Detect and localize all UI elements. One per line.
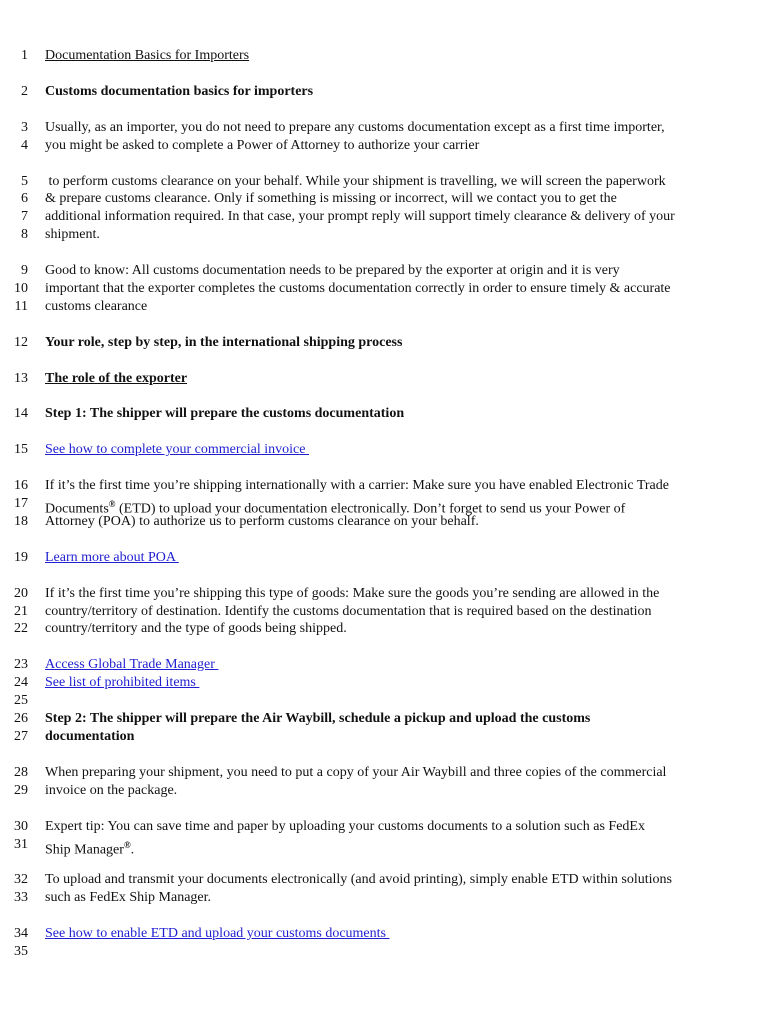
enable-etd-link[interactable]: See how to enable ETD and upload your customs documents [45, 926, 390, 941]
paragraph-line: additional information required. In that case, your prompt reply will support timely clearance & delivery of your [45, 209, 675, 224]
paragraph-line: When preparing your shipment, you need to put a copy of your Air Waybill and three copies of the commercial [45, 765, 667, 780]
registered-mark: ® [108, 499, 116, 509]
paragraph-line: country/territory of destination. Identify the customs documentation that is required based on the destination [45, 604, 652, 619]
paragraph-line: If it’s the first time you’re shipping internationally with a carrier: Make sure you have enabled Electronic Trade [45, 478, 669, 493]
paragraph-line: Attorney (POA) to authorize us to perform customs clearance on your behalf. [45, 514, 479, 529]
text-fragment: Documents [45, 501, 109, 517]
line-number: 17 [14, 496, 28, 511]
document-title: Documentation Basics for Importers [45, 48, 250, 63]
line-number: 20 [14, 586, 28, 601]
commercial-invoice-link[interactable]: See how to complete your commercial invoice [45, 442, 309, 457]
step-heading: Step 1: The shipper will prepare the customs documentation [45, 406, 405, 421]
line-number: 32 [14, 872, 28, 887]
paragraph-line: Good to know: All customs documentation needs to be prepared by the exporter at origin and it is very [45, 263, 620, 278]
paragraph-line [45, 836, 134, 860]
line-number: 23 [14, 657, 28, 672]
line-number: 27 [14, 729, 28, 744]
line-number: 24 [14, 675, 28, 690]
paragraph-line: to perform customs clearance on your behalf. While your shipment is travelling, we will screen the paperwork [45, 174, 666, 189]
line-number: 12 [14, 335, 28, 350]
line-number: 9 [21, 263, 28, 278]
line-number: 22 [14, 621, 28, 636]
paragraph-line: you might be asked to complete a Power of Attorney to authorize your carrier [45, 138, 480, 153]
line-number: 7 [21, 209, 28, 224]
line-number: 13 [14, 371, 28, 386]
paragraph-line: country/territory and the type of goods being shipped. [45, 621, 347, 636]
paragraph-line: such as FedEx Ship Manager. [45, 890, 212, 905]
line-number: 15 [14, 442, 28, 457]
line-number: 25 [14, 693, 28, 708]
global-trade-manager-link[interactable]: Access Global Trade Manager [45, 657, 219, 672]
line-number: 26 [14, 711, 28, 726]
line-number: 5 [21, 174, 28, 189]
line-number: 31 [14, 837, 28, 852]
line-number: 16 [14, 478, 28, 493]
step-heading: Step 2: The shipper will prepare the Air Waybill, schedule a pickup and upload the customs [45, 711, 591, 726]
line-number: 33 [14, 890, 28, 905]
paragraph-line: Expert tip: You can save time and paper by uploading your customs documents to a solution such as FedEx [45, 819, 645, 834]
line-number: 34 [14, 926, 28, 941]
line-number: 35 [14, 944, 28, 959]
text-fragment: Ship Manager [45, 842, 124, 858]
registered-mark: ® [123, 840, 131, 850]
line-number: 28 [14, 765, 28, 780]
paragraph-line: important that the exporter completes the customs documentation correctly in order to ensure timely & accurate [45, 281, 671, 296]
paragraph-line: shipment. [45, 227, 100, 242]
line-number: 1 [21, 48, 28, 63]
line-number: 21 [14, 604, 28, 619]
text-fragment: . [130, 842, 135, 858]
text-fragment: (ETD) to upload your documentation electronically. Don’t forget to send us your Power of [115, 501, 626, 517]
line-number: 14 [14, 406, 28, 421]
line-number: 29 [14, 783, 28, 798]
prohibited-items-link[interactable]: See list of prohibited items [45, 675, 200, 690]
poa-link[interactable]: Learn more about POA [45, 550, 179, 565]
line-number: 6 [21, 191, 28, 206]
paragraph-line: & prepare customs clearance. Only if something is missing or incorrect, will we contact you to get the [45, 191, 617, 206]
line-number: 10 [14, 281, 28, 296]
subsection-heading: The role of the exporter [45, 371, 188, 386]
line-number: 19 [14, 550, 28, 565]
line-number: 8 [21, 227, 28, 242]
paragraph-line: invoice on the package. [45, 783, 178, 798]
section-heading: Customs documentation basics for importers [45, 84, 314, 99]
paragraph-line: If it’s the first time you’re shipping this type of goods: Make sure the goods you’re sending are allowed in the [45, 586, 660, 601]
line-number: 11 [14, 299, 28, 314]
line-number: 3 [21, 120, 28, 135]
paragraph-line: customs clearance [45, 299, 148, 314]
paragraph-line: Usually, as an importer, you do not need to prepare any customs documentation except as a first time importer, [45, 120, 665, 135]
step-heading: documentation [45, 729, 135, 744]
line-number: 18 [14, 514, 28, 529]
line-number: 30 [14, 819, 28, 834]
section-heading: Your role, step by step, in the international shipping process [45, 335, 403, 350]
line-number: 2 [21, 84, 28, 99]
paragraph-line: To upload and transmit your documents electronically (and avoid printing), simply enable ETD within solutions [45, 872, 672, 887]
line-number: 4 [21, 138, 28, 153]
